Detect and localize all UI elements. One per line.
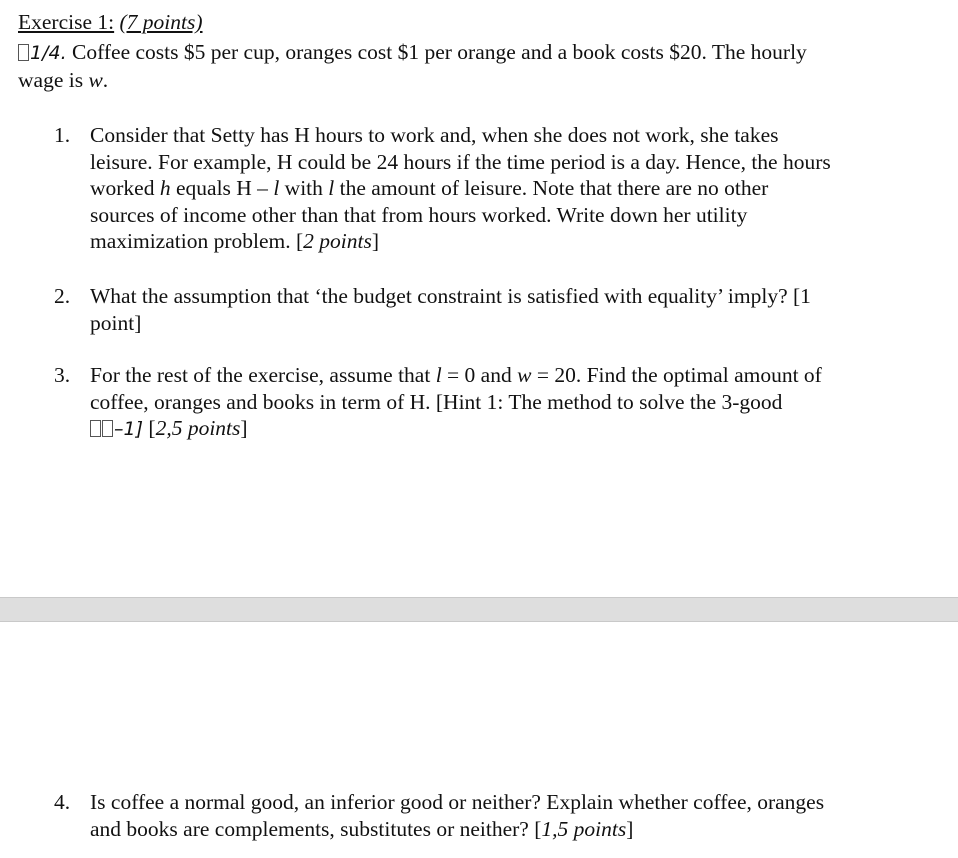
exercise-points: (7 points) <box>119 10 203 34</box>
q1-line-3a: worked <box>90 176 160 200</box>
q1-line-4: sources of income other than that from hours worked. Write down her utility <box>90 202 748 227</box>
q3-line-1a: For the rest of the exercise, assume that <box>90 363 436 387</box>
q2-line-1: What the assumption that ‘the budget constraint is satisfied with equality’ imply? [1 <box>90 284 811 308</box>
intro-reference: 1/4. <box>30 42 67 64</box>
w-variable: w <box>517 363 532 387</box>
l-variable: l <box>328 176 335 200</box>
exercise-title <box>18 9 938 36</box>
q1-line-3c: with <box>279 176 329 200</box>
question-text <box>90 122 932 255</box>
question-text <box>90 362 932 443</box>
q4-line-2b: ] <box>626 816 634 841</box>
question-number: 4. <box>54 790 71 814</box>
missing-glyph-icon <box>18 44 29 61</box>
q1-line-5a: maximization problem. [ <box>90 229 304 253</box>
intro-text-b: wage is <box>18 68 89 92</box>
q1-line-2: leisure. For example, H could be 24 hours if the time period is a day. Hence, the hours <box>90 149 831 174</box>
q3-reference: –1] <box>114 418 144 440</box>
exercise-intro <box>18 39 938 94</box>
page-divider <box>0 597 958 622</box>
q3-line-1c: = 20. Find the optimal amount of <box>531 363 822 387</box>
q2-line-2: point] <box>90 310 142 335</box>
q1-line-5b: ] <box>371 229 380 253</box>
h-variable: h <box>159 176 171 200</box>
question-number: 2. <box>54 284 71 308</box>
question-number: 3. <box>54 363 71 387</box>
q4-line-1: Is coffee a normal good, an inferior good or neither? Explain whether coffee, oranges <box>90 790 825 814</box>
q3-points: 2,5 points <box>155 416 241 440</box>
q1-line-3b: equals H – <box>170 176 274 200</box>
q3-line-1b: = 0 and <box>441 363 518 387</box>
q4-points: 1,5 points <box>541 816 627 841</box>
intro-text-a: Coffee costs $5 per cup, oranges cost $1 per orange and a book costs $20. The hourly <box>66 40 807 64</box>
l-variable: l <box>435 363 442 387</box>
q1-line-1: Consider that Setty has H hours to work and, when she does not work, she takes <box>90 123 779 147</box>
wage-variable: w <box>88 68 103 92</box>
exercise-label: Exercise 1: <box>18 10 115 34</box>
q3-line-3b: ] <box>240 416 248 440</box>
missing-glyph-icon <box>90 420 101 437</box>
question-text <box>90 283 932 336</box>
q1-points: 2 points <box>303 229 372 253</box>
missing-glyph-icon <box>102 420 113 437</box>
intro-text-c: . <box>102 68 109 92</box>
l-variable: l <box>273 176 280 200</box>
q1-line-3d: the amount of leisure. Note that there are no other <box>334 176 769 200</box>
question-text <box>90 789 932 842</box>
question-number: 1. <box>54 123 71 147</box>
q3-line-2: coffee, oranges and books in term of H. [Hint 1: The method to solve the 3-good <box>90 389 783 414</box>
q4-line-2a: and books are complements, substitutes or neither? [ <box>90 816 542 841</box>
q3-line-3a: [ <box>143 416 156 440</box>
